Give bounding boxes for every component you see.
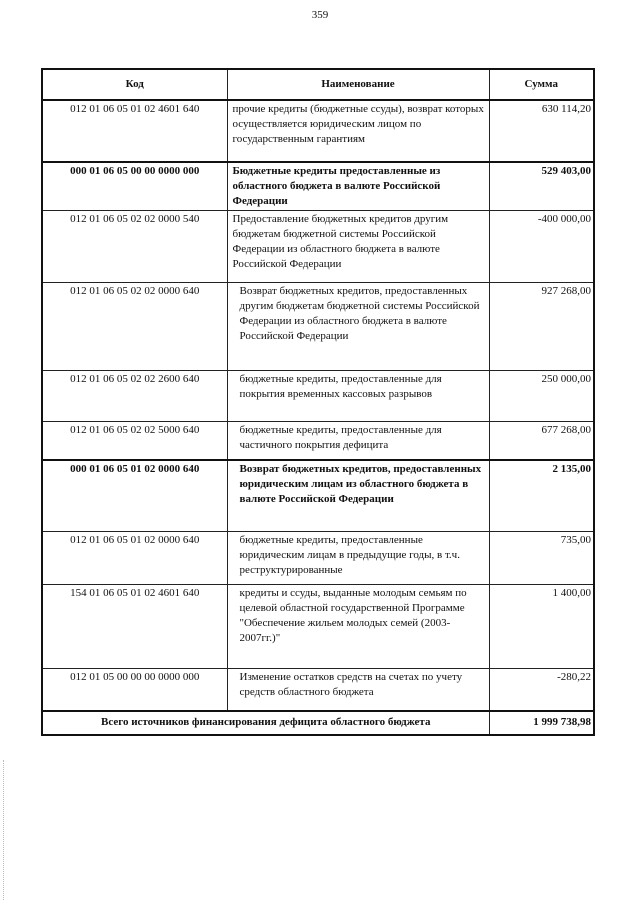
row-name: Бюджетные кредиты предоставленные из областного бюджета в валюте Российской Федерации — [227, 162, 489, 211]
scan-margin-dots — [3, 760, 6, 900]
header-name: Наименование — [227, 69, 489, 100]
row-sum: 529 403,00 — [489, 162, 594, 211]
row-code: 012 01 06 05 01 02 4601 640 — [42, 100, 227, 162]
row-name: Изменение остатков средств на счетах по учету средств областного бюджета — [227, 669, 489, 711]
row-name: прочие кредиты (бюджетные ссуды), возврат которых осуществляется юридическим лицом по государственным гарантиям — [227, 100, 489, 162]
row-sum: -280,22 — [489, 669, 594, 711]
total-label: Всего источников финансирования дефицита областного бюджета — [42, 711, 489, 735]
row-sum: 250 000,00 — [489, 371, 594, 422]
row-code: 012 01 06 05 02 02 0000 540 — [42, 211, 227, 283]
row-name: бюджетные кредиты, предоставленные юридическим лицам в предыдущие годы, в т.ч. реструктурированные — [227, 532, 489, 585]
row-code: 012 01 06 05 02 02 2600 640 — [42, 371, 227, 422]
table-row — [42, 585, 594, 669]
total-row — [42, 711, 594, 735]
header-sum: Сумма — [489, 69, 594, 100]
row-name: Предоставление бюджетных кредитов другим бюджетам бюджетной системы Российской Федерации из областного бюджета в валюте Российской Федерации — [227, 211, 489, 283]
row-code: 012 01 05 00 00 00 0000 000 — [42, 669, 227, 711]
page-number: 359 — [311, 9, 329, 21]
row-sum: 927 268,00 — [489, 283, 594, 371]
row-sum: 1 400,00 — [489, 585, 594, 669]
row-name: Возврат бюджетных кредитов, предоставленных другим бюджетам бюджетной системы Российской Федерации из областного бюджета в валюте Российской Федерации — [227, 283, 489, 371]
table-row — [42, 371, 594, 422]
table-row — [42, 460, 594, 532]
header-code: Код — [42, 69, 227, 100]
row-sum: 735,00 — [489, 532, 594, 585]
row-name: бюджетные кредиты, предоставленные для частичного покрытия дефицита — [227, 422, 489, 460]
row-code: 000 01 06 05 00 00 0000 000 — [42, 162, 227, 211]
table-row — [42, 422, 594, 460]
table-header-row — [42, 69, 594, 100]
row-sum: 2 135,00 — [489, 460, 594, 532]
row-name: бюджетные кредиты, предоставленные для покрытия временных кассовых разрывов — [227, 371, 489, 422]
row-name: кредиты и ссуды, выданные молодым семьям по целевой областной государственной Программе "Обеспечение жильем молодых семей (2003-2007гг.)" — [227, 585, 489, 669]
table-row — [42, 669, 594, 711]
row-sum: -400 000,00 — [489, 211, 594, 283]
row-name: Возврат бюджетных кредитов, предоставленных юридическим лицам из областного бюджета в валюте Российской Федерации — [227, 460, 489, 532]
row-sum: 630 114,20 — [489, 100, 594, 162]
table-row — [42, 211, 594, 283]
row-code: 000 01 06 05 01 02 0000 640 — [42, 460, 227, 532]
total-sum: 1 999 738,98 — [489, 711, 594, 735]
table-row — [42, 532, 594, 585]
table-row — [42, 283, 594, 371]
row-code: 012 01 06 05 02 02 5000 640 — [42, 422, 227, 460]
row-sum: 677 268,00 — [489, 422, 594, 460]
row-code: 012 01 06 05 01 02 0000 640 — [42, 532, 227, 585]
budget-sources-table — [41, 68, 595, 736]
row-code: 154 01 06 05 01 02 4601 640 — [42, 585, 227, 669]
table-row — [42, 100, 594, 162]
row-code: 012 01 06 05 02 02 0000 640 — [42, 283, 227, 371]
table-row — [42, 162, 594, 211]
